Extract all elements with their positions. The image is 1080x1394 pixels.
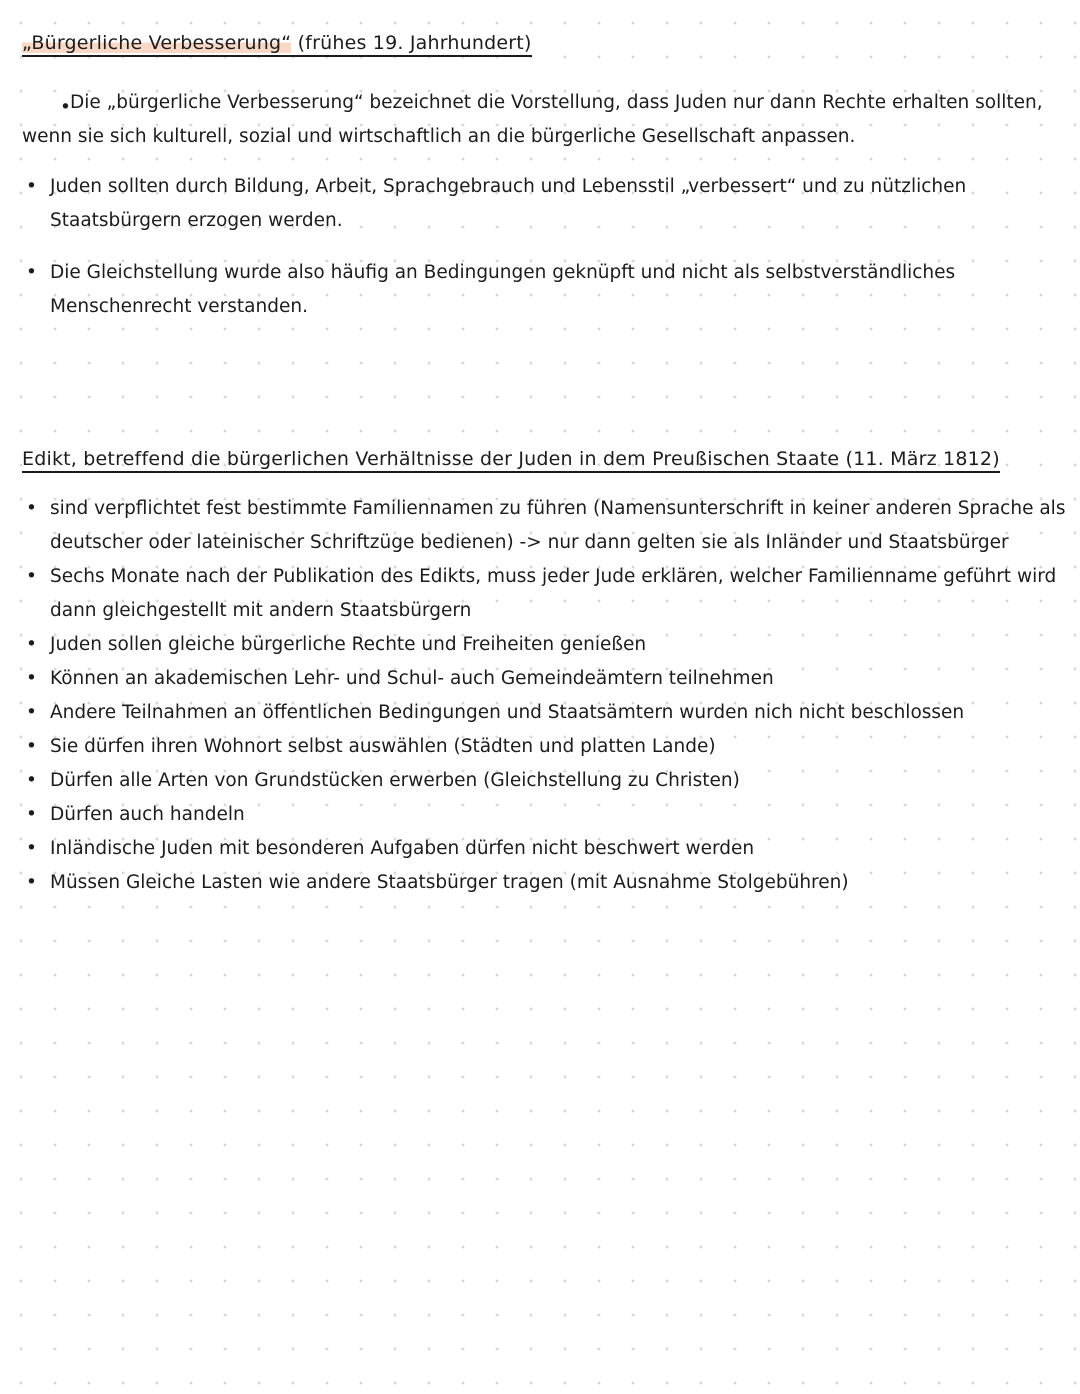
list-item: • Müssen Gleiche Lasten wie andere Staatsbürger tragen (mit Ausnahme Stolgebühren) xyxy=(22,866,1072,900)
list-item: • Juden sollten durch Bildung, Arbeit, Sprachgebrauch und Lebensstil „verbessert“ und zu nützlichen Staatsbürgern erzogen werden. xyxy=(22,170,1072,238)
list-item: • Sie dürfen ihren Wohnort selbst auswählen (Städten und platten Lande) xyxy=(22,730,1072,764)
list-item: • Andere Teilnahmen an öffentlichen Bedingungen und Staatsämtern wurden nich nicht beschlossen xyxy=(22,696,1072,730)
heading-highlighted-title: „Bürgerliche Verbesserung“ xyxy=(22,32,291,57)
list-item: • Können an akademischen Lehr- und Schul- auch Gemeindeämtern teilnehmen xyxy=(22,662,1072,696)
intro-paragraph xyxy=(22,86,1072,154)
list-item: • Dürfen auch handeln xyxy=(22,798,1072,832)
heading-edikt-title: Edikt, betreffend die bürgerlichen Verhältnisse der Juden in dem Preußischen Staate (11. März 1812) xyxy=(22,448,1000,473)
list-item: • Sechs Monate nach der Publikation des Edikts, muss jeder Jude erklären, welcher Familienname geführt wird dann gleichgestellt mit andern Staatsbürgern xyxy=(22,560,1072,628)
heading-period: (frühes 19. Jahrhundert) xyxy=(291,32,531,57)
list-item: • Inländische Juden mit besonderen Aufgaben dürfen nicht beschwert werden xyxy=(22,832,1072,866)
verbesserung-bullet-list xyxy=(22,170,1072,342)
list-item: • Die Gleichstellung wurde also häufig an Bedingungen geknüpft und nicht als selbstverständliches Menschenrecht verstanden. xyxy=(22,256,1072,324)
list-item: • Juden sollen gleiche bürgerliche Rechte und Freiheiten genießen xyxy=(22,628,1072,662)
section-heading-buergerliche-verbesserung xyxy=(22,32,532,54)
list-item: • sind verpflichtet fest bestimmte Familiennamen zu führen (Namensunterschrift in keiner anderen Sprache als deutscher oder lateinischer Schriftzüge bedienen) -> nur dann gelten sie als Inländer und Staatsbürger xyxy=(22,492,1072,560)
list-item: • Dürfen alle Arten von Grundstücken erwerben (Gleichstellung zu Christen) xyxy=(22,764,1072,798)
section-heading-edikt xyxy=(22,448,1000,470)
intro-text: • Die „bürgerliche Verbesserung“ bezeichnet die Vorstellung, dass Juden nur dann Rechte erhalten sollten, wenn sie sich kulturell, sozial und wirtschaftlich an die bürgerliche Gesellschaft anpassen. xyxy=(22,92,1043,147)
edikt-bullet-list xyxy=(22,492,1072,900)
